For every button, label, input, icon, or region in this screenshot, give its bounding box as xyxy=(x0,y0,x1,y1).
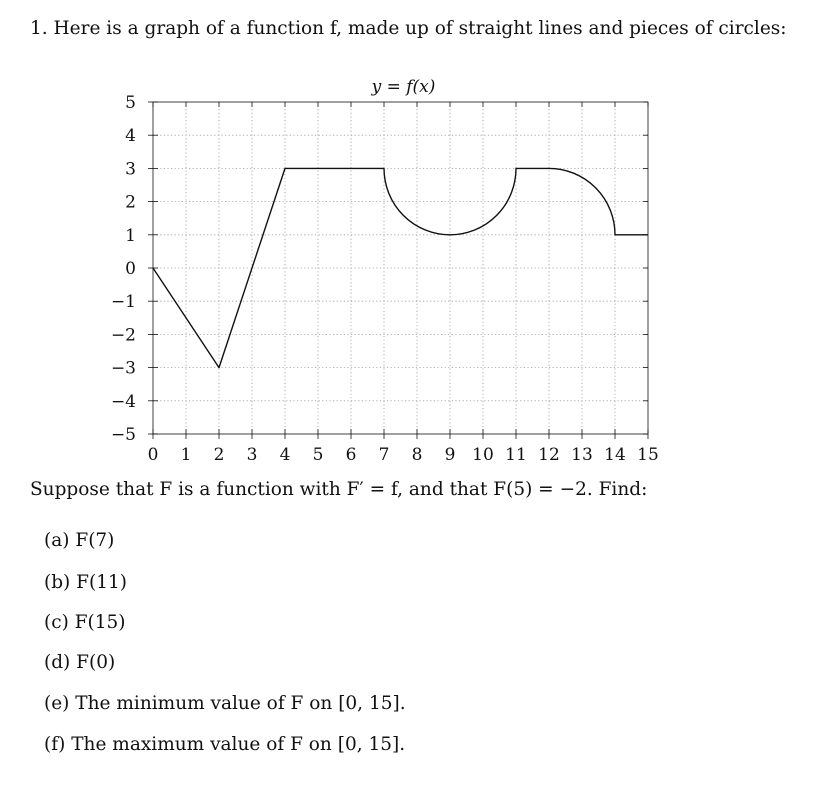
x-tick-label: 1 xyxy=(180,445,192,465)
y-tick-label: 0 xyxy=(125,259,136,279)
problem-number: 1. xyxy=(30,18,48,39)
part-text: F(11) xyxy=(76,572,127,593)
part-text: The maximum value of F on [0, 15]. xyxy=(71,734,406,755)
y-tick-label: 5 xyxy=(125,93,136,113)
x-tick-label: 15 xyxy=(637,445,659,465)
part-label: (e) xyxy=(44,693,70,714)
part-label: (f) xyxy=(44,734,66,755)
part-text: F(15) xyxy=(74,612,126,633)
question-part xyxy=(44,530,114,551)
y-tick-label: 2 xyxy=(125,192,136,213)
part-label: (c) xyxy=(44,612,69,633)
y-tick-label: −5 xyxy=(110,425,136,445)
part-text: The minimum value of F on [0, 15]. xyxy=(75,693,406,714)
function-curve xyxy=(153,168,648,367)
x-tick-label: 13 xyxy=(571,445,593,465)
y-tick-label: 4 xyxy=(125,126,136,147)
x-tick-label: 8 xyxy=(411,445,423,465)
x-tick-label: 4 xyxy=(279,445,291,465)
part-text: F(0) xyxy=(76,652,116,673)
x-tick-label: 5 xyxy=(312,445,324,465)
y-tick-label: −1 xyxy=(110,292,136,313)
x-tick-label: 12 xyxy=(538,445,560,465)
part-label: (b) xyxy=(44,572,71,593)
x-tick-label: 0 xyxy=(147,445,159,465)
question-part xyxy=(44,572,127,593)
x-tick-label: 14 xyxy=(604,445,626,465)
question-part xyxy=(44,612,126,633)
y-tick-label: 1 xyxy=(125,225,136,246)
x-tick-label: 6 xyxy=(345,445,357,465)
x-tick-label: 9 xyxy=(444,445,456,465)
question-part xyxy=(44,693,406,714)
y-tick-label: −2 xyxy=(110,325,136,346)
part-text: F(7) xyxy=(75,530,115,551)
x-tick-label: 11 xyxy=(505,445,527,465)
x-tick-label: 7 xyxy=(378,445,390,465)
x-tick-label: 3 xyxy=(246,445,258,465)
x-tick-label: 2 xyxy=(213,445,225,465)
plot-frame xyxy=(153,102,648,434)
question-part xyxy=(44,652,115,673)
part-label: (a) xyxy=(44,530,70,551)
y-tick-label: 3 xyxy=(125,159,136,180)
y-tick-label: −3 xyxy=(110,358,136,379)
chart-title: y = f(x) xyxy=(371,77,436,97)
part-label: (d) xyxy=(44,652,71,673)
x-tick-label: 10 xyxy=(472,445,494,465)
question-part xyxy=(44,734,405,755)
y-tick-label: −4 xyxy=(110,391,136,412)
problem-statement: Suppose that F is a function with F′ = f, and that F(5) = −2. Find: xyxy=(30,479,648,500)
problem-intro: Here is a graph of a function f, made up of straight lines and pieces of circles: xyxy=(53,18,787,39)
